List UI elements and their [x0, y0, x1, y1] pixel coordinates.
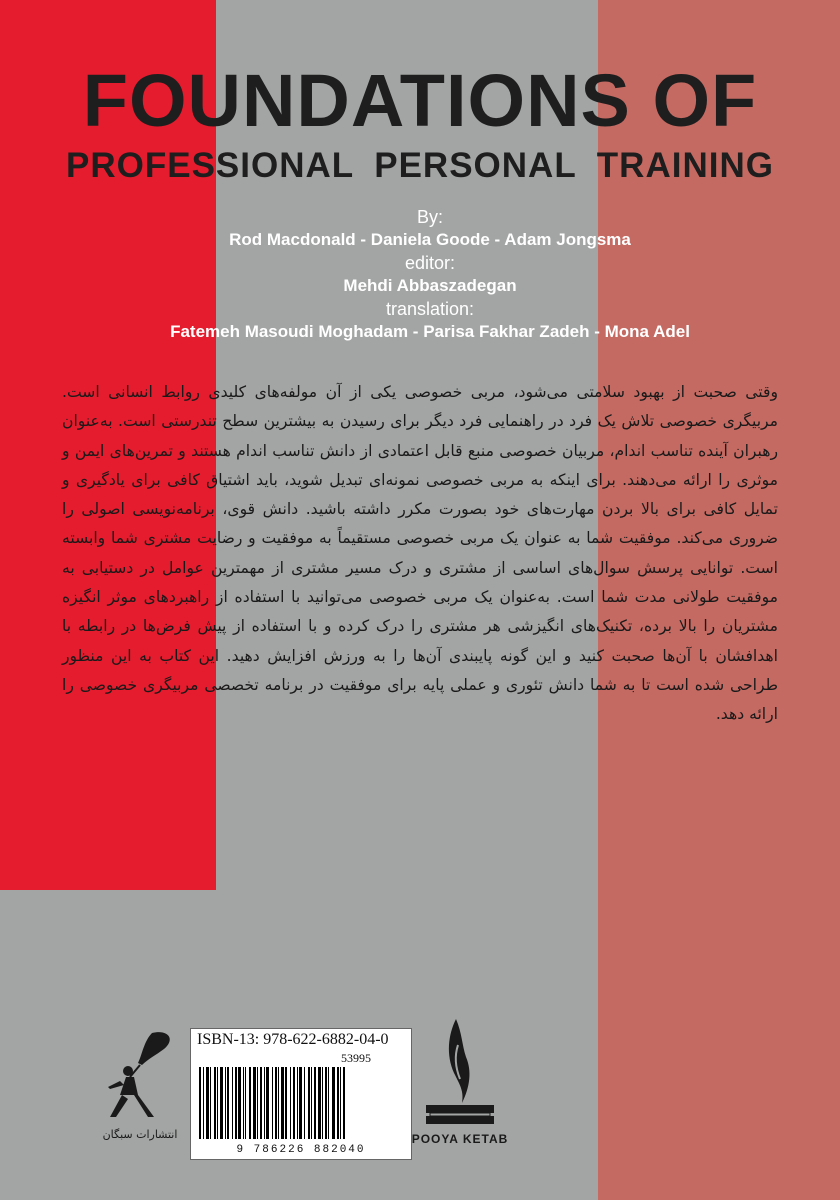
barcode-bars: [199, 1067, 403, 1139]
isbn-barcode: [190, 1028, 412, 1160]
isbn-text: ISBN-13: 978-622-6882-04-0: [197, 1031, 389, 1048]
translation-label: translation:: [385, 299, 475, 319]
title-line-2: PROFESSIONAL PERSONAL TRAINING: [66, 146, 774, 185]
editor-name: Mehdi Abbaszadegan: [343, 276, 517, 295]
by-label: By:: [416, 207, 443, 227]
price-code: 53995: [341, 1051, 371, 1065]
editor-label: editor:: [404, 253, 456, 273]
translators: Fatemeh Masoudi Moghadam - Parisa Fakhar Zadeh - Mona Adel: [170, 322, 690, 341]
publisher-left-name: انتشارات سبگان: [102, 1128, 178, 1141]
authors: Rod Macdonald - Daniela Goode - Adam Jongsma: [229, 230, 631, 249]
title-line-1: FOUNDATIONS OF: [82, 59, 758, 142]
barcode-digits: 9 786226 882040: [236, 1144, 366, 1156]
book-description: وقتی صحبت از بهبود سلامتی می‌شود، مربی خصوصی یکی از آن مولفه‌های کلیدی روابط انسانی است. مربیگری خصوصی تلاش یک فرد در راهنمایی فرد دیگر برای رسیدن به بیشترین سطح تندرستی است. به‌عنوان رهبران آینده تناسب اندام، مربیان خصوصی منبع قابل اعتمادی از دانش تناسب اندام هستند و تمرین‌های ایمن و موثری را ارائه می‌دهند. برای اینکه به مربی خصوصی نمونه‌ای تبدیل شوید، باید اشتیاق کافی برای یادگیری و تمایل کافی برای بالا بردن مهارت‌های خود بصورت مکرر داشته باشید. دانش قوی، برنامه‌نویسی اصولی را ضروری می‌کند. موفقیت شما به عنوان یک مربی خصوصی مستقیماً به موفقیت و رضایت مشتری شما وابسته است. توانایی پرسش سوال‌های اساسی از مشتری و درک مسیر مشتری از مهمترین عوامل در دستیابی به موفقیت طولانی مدت شما است. به‌عنوان یک مربی خصوصی می‌توانید با استفاده از راهبردهای موثر انگیزه مشتریان را بالا برده، تکنیک‌های انگیزشی هر مشتری را درک کرده و با استفاده از پیش فرض‌ها در رابطه با اهدافشان با آن‌ها صحبت کنید و این گونه پایبندی آن‌ها را به ورزش افزایش دهید. این کتاب به این منظور طراحی شده است تا به شما دانش تئوری و عملی پایه برای موفقیت در برنامه تخصصی مربیگری خصوصی را ارائه دهد.: [62, 383, 778, 724]
publisher-right-name: POOYA KETAB: [411, 1132, 509, 1146]
credits-block: [60, 206, 800, 344]
